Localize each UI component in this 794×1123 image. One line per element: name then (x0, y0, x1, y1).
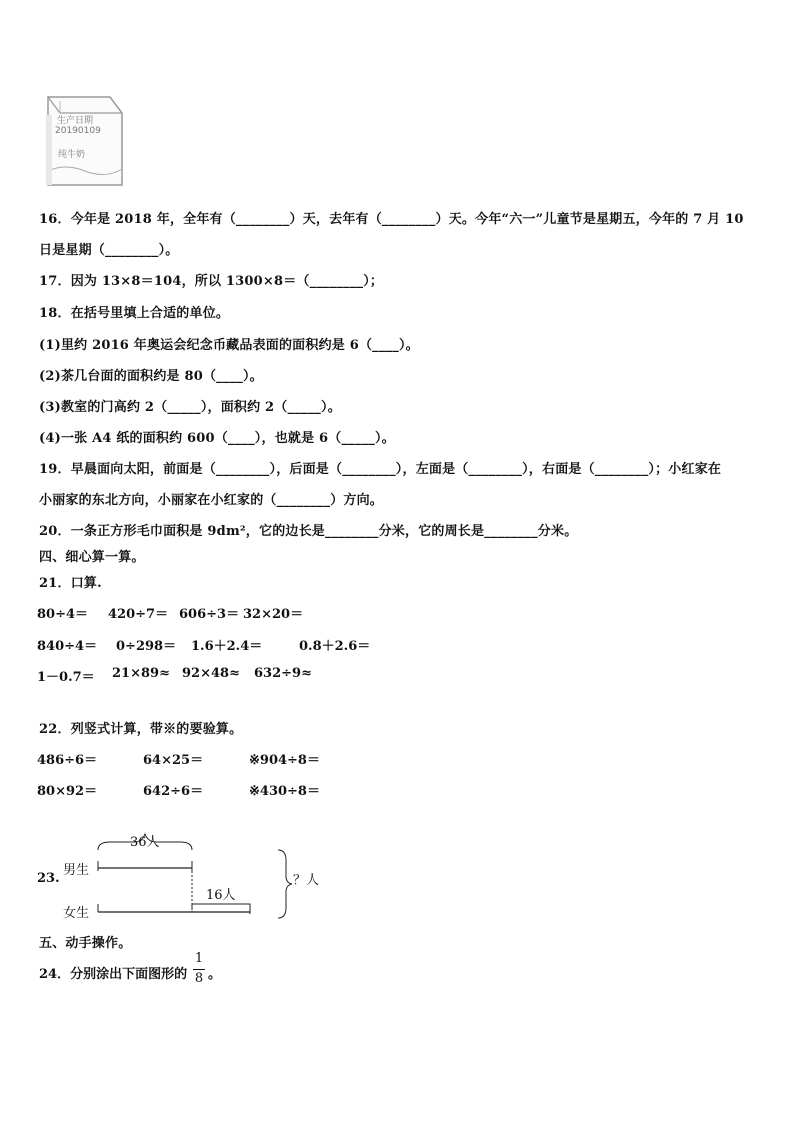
q24-text: 24．分别涂出下面图形的 (39, 967, 188, 982)
q21-r1c4: 32×20＝ (243, 607, 304, 622)
q21-r3c4: 632÷9≈ (254, 666, 312, 681)
q22-r1c3: ※904÷8＝ (249, 753, 320, 768)
q21-r3c2: 21×89≈ (112, 666, 170, 681)
q22-r1c1: 486÷6＝ (37, 753, 98, 768)
q22-title: 22．列竖式计算，带※的要验算。 (39, 722, 243, 737)
q22-r2c2: 642÷6＝ (143, 784, 204, 799)
q23-number: 23. (37, 871, 60, 886)
q21-r3c1: 1－0.7＝ (37, 670, 95, 685)
carton-date-value: 20190109 (55, 126, 101, 136)
q21-title: 21．口算. (39, 576, 102, 591)
q18-part1: (1)里约 2016 年奥运会纪念币藏品表面的面积约是 6（____）。 (39, 338, 419, 353)
q23-girls-label: 女生 (63, 906, 90, 921)
q23-diff-label: 16人 (206, 888, 236, 903)
q24-end: 。 (208, 967, 222, 982)
carton-date-label: 生产日期 (57, 116, 94, 126)
q17: 17．因为 13×8＝104，所以 1300×8＝（________）； (39, 274, 384, 289)
q22-r1c2: 64×25＝ (143, 753, 204, 768)
q21-r2c2: 0÷298＝ (116, 639, 177, 654)
q21-r2c1: 840÷4＝ (37, 639, 98, 654)
q18-part4: (4)一张 A4 纸的面积约 600（____），也就是 6（_____）。 (39, 431, 395, 446)
q21-r2c4: 0.8＋2.6＝ (299, 639, 371, 654)
q21-r1c1: 80÷4＝ (37, 607, 89, 622)
carton-product-label: 纯牛奶 (58, 150, 86, 160)
q20: 20．一条正方形毛巾面积是 9dm²，它的边长是________分米，它的周长是________分米。 (39, 524, 578, 539)
q24-fraction-numerator: 1 (194, 951, 204, 966)
q22-r2c3: ※430÷8＝ (249, 784, 320, 799)
q21-r1c3: 606÷3＝ (179, 607, 240, 622)
q22-r2c1: 80×92＝ (37, 784, 98, 799)
q21-r2c3: 1.6＋2.4＝ (191, 639, 263, 654)
q16-line2: 日是星期（________）。 (39, 243, 179, 258)
q18-title: 18．在括号里填上合适的单位。 (39, 306, 230, 321)
q24-fraction-denominator: 8 (194, 971, 204, 986)
section4-heading: 四、细心算一算。 (39, 550, 145, 565)
q23-boys-count: 36人 (130, 835, 160, 850)
milk-carton-icon (40, 93, 130, 191)
q16-line1: 16．今年是 2018 年，全年有（________）天，去年有（________）天。今年“六一”儿童节是星期五，今年的 7 月 10 (39, 212, 744, 227)
q18-part3: (3)教室的门高约 2（_____），面积约 2（_____）。 (39, 400, 341, 415)
q18-part2: (2)茶几台面的面积约是 80（____）。 (39, 369, 263, 384)
q21-r1c2: 420÷7＝ (108, 607, 169, 622)
q21-r3c3: 92×48≈ (182, 666, 240, 681)
q23-question-label: ？人 (293, 873, 320, 888)
q24-fraction-bar (193, 969, 205, 970)
section5-heading: 五、动手操作。 (39, 936, 132, 951)
q19-line2: 小丽家的东北方向，小丽家在小红家的（________）方向。 (39, 493, 384, 508)
q19-line1: 19．早晨面向太阳，前面是（________），后面是（________），左面是（________），右面是（________）；小红家在 (39, 462, 722, 477)
milk-carton-image (40, 93, 130, 191)
q23-boys-label: 男生 (63, 863, 90, 878)
